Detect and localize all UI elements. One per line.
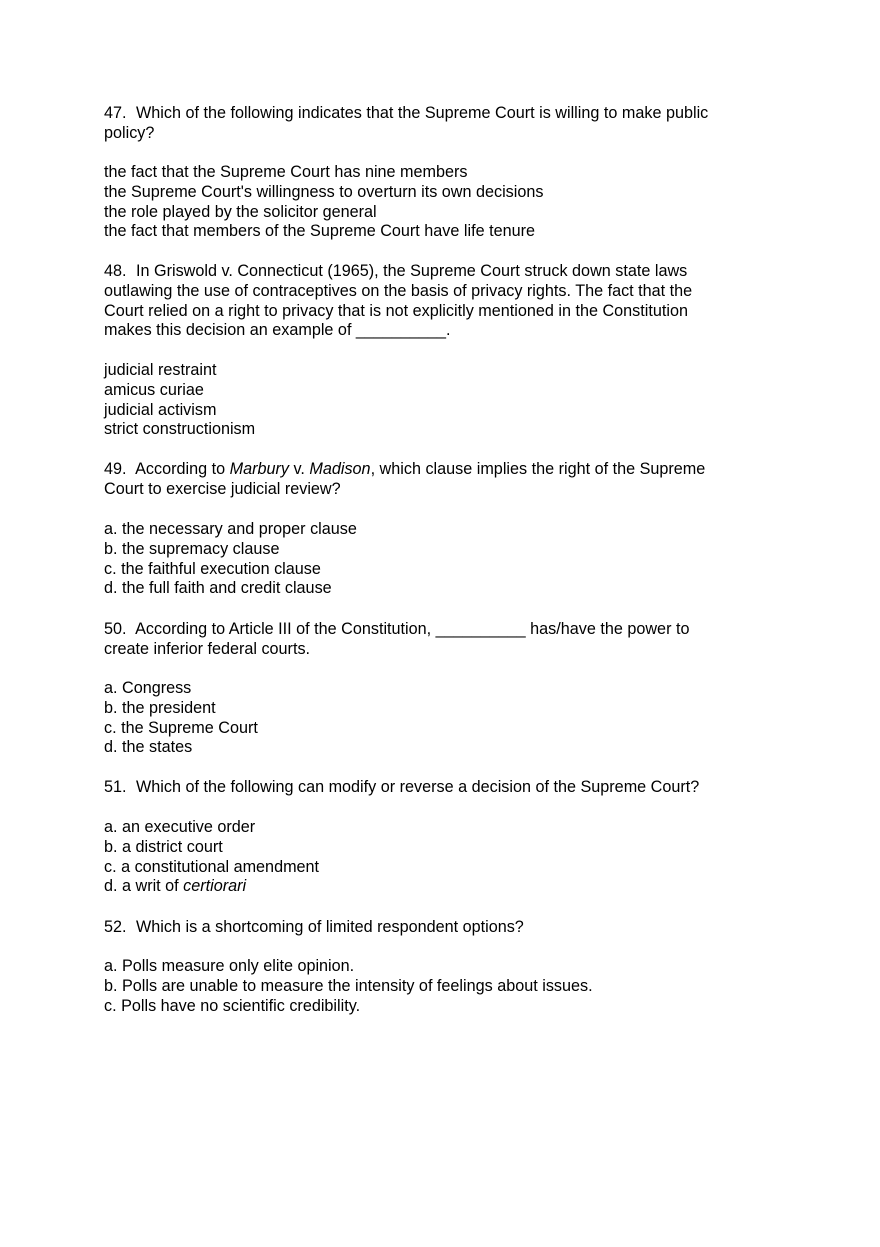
question-text-line: Court relied on a right to privacy that is not explicitly mentioned in the Constitution xyxy=(104,301,688,320)
question-number: 47. xyxy=(104,104,127,122)
answer-option: b. a district court xyxy=(104,837,223,856)
options-48 xyxy=(104,361,764,440)
question-number: 52. xyxy=(104,918,127,936)
question-text-line xyxy=(104,262,764,282)
answer-option: a. Polls measure only elite opinion. xyxy=(104,957,355,975)
answer-option: the Supreme Court's willingness to overturn its own decisions xyxy=(104,182,544,201)
question-text: According to Article III of the Constitution, __________ has/have the power to xyxy=(135,620,690,638)
answer-option: c. the Supreme Court xyxy=(104,718,258,737)
case-name-italic: Marbury xyxy=(229,460,289,478)
answer-option: a. the necessary and proper clause xyxy=(104,520,357,538)
question-text-line: makes this decision an example of __________. xyxy=(104,321,451,340)
answer-option: c. Polls have no scientific credibility. xyxy=(104,996,361,1015)
options-52 xyxy=(104,957,764,1016)
answer-option: b. Polls are unable to measure the intensity of feelings about issues. xyxy=(104,976,593,995)
question-text-line: Court to exercise judicial review? xyxy=(104,479,341,498)
question-text-line xyxy=(104,104,764,124)
question-text-line xyxy=(104,460,764,480)
options-50 xyxy=(104,679,764,758)
answer-option: judicial restraint xyxy=(104,361,217,379)
question-48 xyxy=(104,262,764,341)
answer-option: d. the states xyxy=(104,738,193,757)
question-number: 49. xyxy=(104,460,127,478)
answer-option: b. the supremacy clause xyxy=(104,539,280,558)
question-text: Which of the following indicates that the Supreme Court is willing to make public xyxy=(136,104,709,122)
question-text: Which of the following can modify or reverse a decision of the Supreme Court? xyxy=(136,778,700,796)
answer-option: a. an executive order xyxy=(104,818,256,836)
answer-option: amicus curiae xyxy=(104,380,204,399)
question-text: According to xyxy=(135,460,230,478)
question-text-line xyxy=(104,918,764,938)
question-text: In Griswold v. Connecticut (1965), the Supreme Court struck down state laws xyxy=(136,262,688,280)
answer-option: c. the faithful execution clause xyxy=(104,559,321,578)
question-text-line xyxy=(104,778,764,798)
question-text-line: outlawing the use of contraceptives on the basis of privacy rights. The fact that the xyxy=(104,281,693,300)
options-51 xyxy=(104,818,764,897)
answer-option: d. the full faith and credit clause xyxy=(104,579,332,598)
question-text-line xyxy=(104,620,764,640)
answer-option: the fact that members of the Supreme Court have life tenure xyxy=(104,222,535,241)
answer-option: c. a constitutional amendment xyxy=(104,857,320,876)
question-number: 48. xyxy=(104,262,127,280)
case-name-italic: Madison xyxy=(309,460,371,478)
question-49 xyxy=(104,460,764,500)
answer-option: the fact that the Supreme Court has nine members xyxy=(104,163,468,181)
option-italic-term: certiorari xyxy=(183,877,247,896)
question-50 xyxy=(104,620,764,660)
answer-option: judicial activism xyxy=(104,400,217,419)
options-47 xyxy=(104,163,764,242)
question-47 xyxy=(104,104,764,144)
option-text: d. a writ of xyxy=(104,877,184,896)
question-text: , which clause implies the right of the Supreme xyxy=(370,460,706,478)
question-number: 50. xyxy=(104,620,127,638)
answer-option: b. the president xyxy=(104,698,216,717)
question-number: 51. xyxy=(104,778,127,796)
question-text: Which is a shortcoming of limited respondent options? xyxy=(136,918,524,936)
question-text: v. xyxy=(288,460,310,478)
answer-option: the role played by the solicitor general xyxy=(104,202,377,221)
answer-option xyxy=(104,877,764,897)
question-51 xyxy=(104,778,764,798)
question-text-line: create inferior federal courts. xyxy=(104,639,311,658)
question-52 xyxy=(104,918,764,938)
answer-option: strict constructionism xyxy=(104,420,256,439)
answer-option: a. Congress xyxy=(104,679,192,697)
options-49 xyxy=(104,520,764,599)
question-text-line: policy? xyxy=(104,123,155,142)
